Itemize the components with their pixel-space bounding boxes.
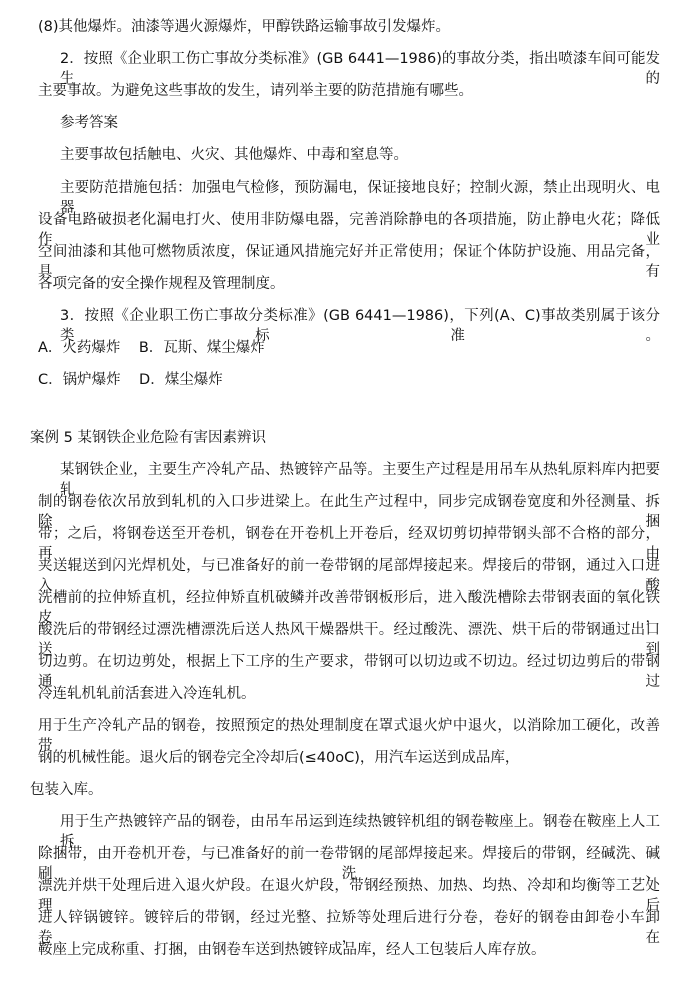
text-line: 用于生产冷轧产品的钢卷，按照预定的热处理制度在罩式退火炉中退火，以消除加工硬化，改善带 — [38, 718, 660, 754]
text-line: 各项完备的安全操作规程及管理制度。 — [38, 276, 285, 292]
question-3-line: 3．按照《企业职工伤亡事故分类标准》(GB 6441—1986)，下列(A、C)事故类别属于该分类标准。 — [60, 308, 660, 344]
option-line: A．火药爆炸 B．瓦斯、煤尘爆炸 — [38, 340, 265, 356]
question-2-line: 2．按照《企业职工伤亡事故分类标准》(GB 6441—1986)的事故分类，指出喷漆车间可能发生的 — [60, 51, 660, 87]
text-line: 制的钢卷依次吊放到轧机的入口步进梁上。在此生产过程中，同步完成钢卷宽度和外径测量、拆除捆 — [38, 494, 660, 530]
text-line: 设备电路破损老化漏电打火、使用非防爆电器，完善消除静电的各项措施，防止静电火花；降低作业 — [38, 212, 660, 248]
text-line: 除捆带，由开卷机开卷，与已准备好的前一卷带钢的尾部焊接起来。焊接后的带钢，经碱洗、碱刷洗、 — [38, 846, 660, 882]
case-title: 案例 5 某钢铁企业危险有害因素辨识 — [30, 430, 266, 446]
text-line: 鞍座上完成称重、打捆，由钢卷车送到热镀锌成品库，经人工包装后人库存放。 — [38, 942, 546, 958]
text-line: (8)其他爆炸。油漆等遇火源爆炸，甲醇铁路运输事故引发爆炸。 — [38, 19, 451, 35]
text-line: 钢的机械性能。退火后的钢卷完全冷却后(≤40oC)，用汽车运送到成品库， — [38, 750, 520, 766]
text-line: 带；之后，将钢卷送至开卷机，钢卷在开卷机上开卷后，经双切剪切掉带钢头部不合格的部分，再由 — [38, 526, 660, 562]
text-line: 某钢铁企业，主要生产冷轧产品、热镀锌产品等。主要生产过程是用吊车从热轧原料库内把要轧 — [60, 462, 660, 498]
text-line: 冷连轧机轧前活套进入冷连轧机。 — [38, 686, 256, 702]
text-line: 用于生产热镀锌产品的钢卷，由吊车吊运到连续热镀锌机组的钢卷鞍座上。钢卷在鞍座上人工拆 — [60, 814, 660, 850]
text-line: 空间油漆和其他可燃物质浓度，保证通风措施完好并正常使用；保证个体防护设施、用品完备，具有 — [38, 244, 660, 280]
text-line: 包装入库。 — [30, 782, 103, 798]
text-line: 主要防范措施包括：加强电气检修，预防漏电，保证接地良好；控制火源，禁止出现明火、电器 — [60, 180, 660, 216]
text-line: 洗槽前的拉伸矫直机，经拉伸矫直机破鳞并改善带钢板形后，进入酸洗槽除去带钢表面的氧化铁皮， — [38, 590, 660, 626]
answer-heading: 参考答案 — [60, 115, 118, 131]
text-line: 夹送辊送到闪光焊机处，与已准备好的前一卷带钢的尾部焊接起来。焊接后的带钢，通过入口进入酸 — [38, 558, 660, 594]
text-line: 主要事故包括触电、火灾、其他爆炸、中毒和窒息等。 — [60, 147, 408, 163]
option-line: C．锅炉爆炸 D．煤尘爆炸 — [38, 372, 223, 388]
text-line: 酸洗后的带钢经过漂洗槽漂洗后送人热风干燥器烘干。经过酸洗、漂洗、烘干后的带钢通过出口送到 — [38, 622, 660, 658]
text-line: 主要事故。为避免这些事故的发生，请列举主要的防范措施有哪些。 — [38, 83, 473, 99]
text-line: 进人锌锅镀锌。镀锌后的带钢，经过光整、拉矫等处理后进行分卷，卷好的钢卷由卸卷小车卸卷，在 — [38, 910, 660, 946]
text-line: 切边剪。在切边剪处，根据上下工序的生产要求，带钢可以切边或不切边。经过切边剪后的带钢通过 — [38, 654, 660, 690]
text-line: 漂洗并烘干处理后进入退火炉段。在退火炉段，带钢经预热、加热、均热、冷却和均衡等工艺处理后 — [38, 878, 660, 914]
